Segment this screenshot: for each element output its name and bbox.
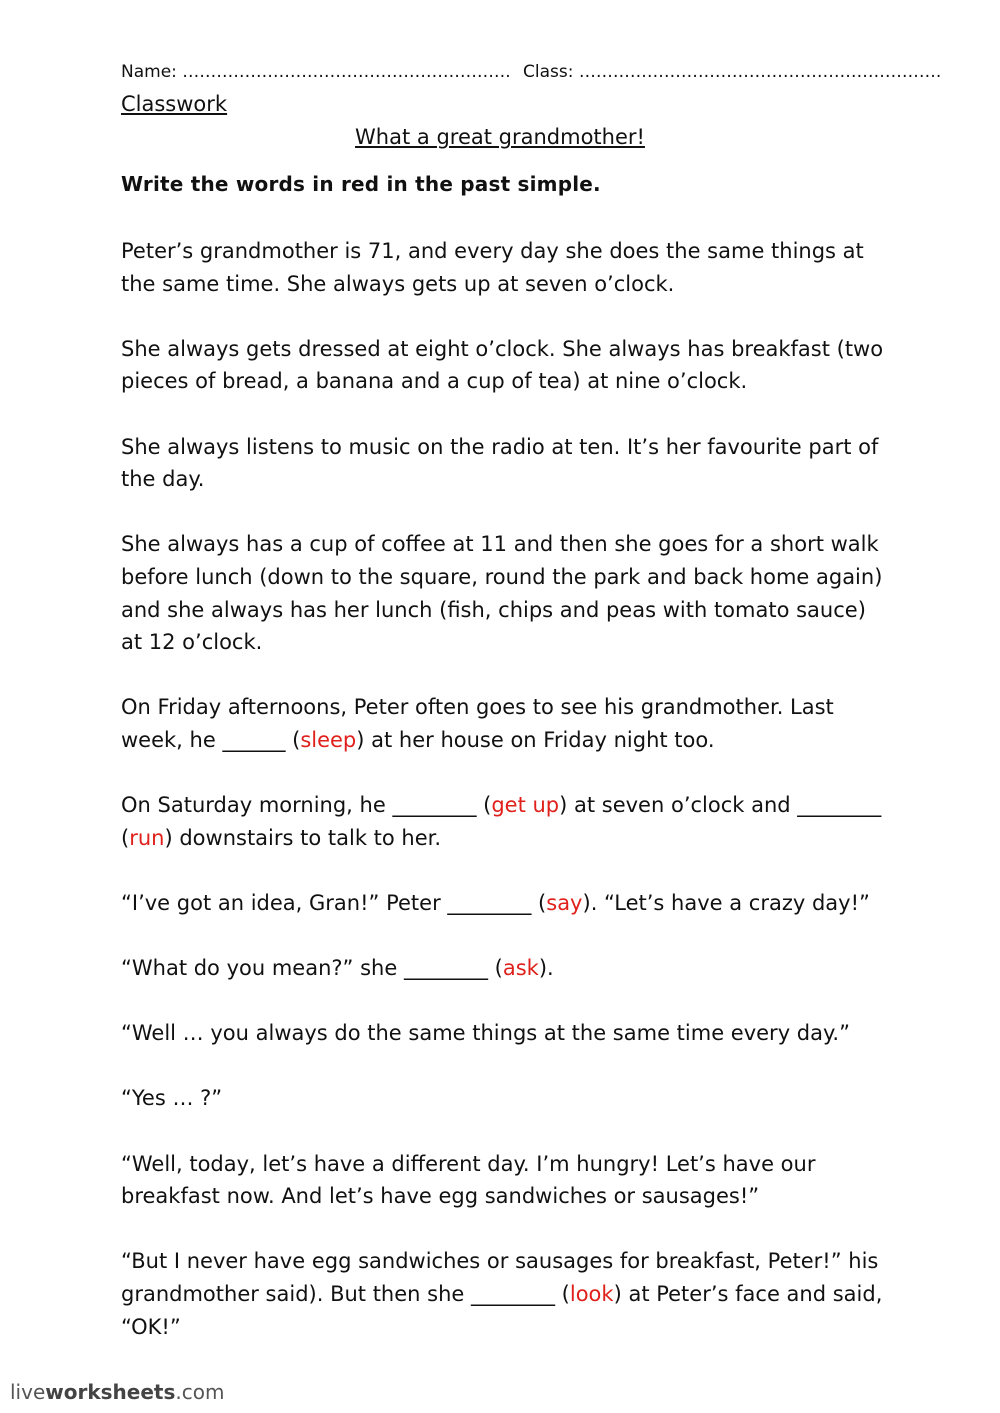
text: (: [531, 890, 547, 915]
verb-say: say: [546, 890, 583, 915]
answer-blank-sleep[interactable]: ______: [222, 727, 286, 752]
text: “I’ve got an idea, Gran!” Peter: [121, 890, 448, 915]
name-dots: ………………………………………………….: [176, 62, 511, 82]
paragraph-3: She always listens to music on the radio at ten. It’s her favourite part of the day.: [121, 434, 879, 492]
logo-brand: worksheets: [45, 1380, 176, 1404]
text: (: [121, 825, 130, 850]
section-label: Classwork: [121, 92, 228, 116]
page-title-text: What a great grandmother!: [355, 125, 645, 149]
answer-blank-look[interactable]: ________: [471, 1282, 555, 1306]
verb-sleep: sleep: [300, 727, 357, 752]
paragraph-4: She always has a cup of coffee at 11 and then she goes for a short walk before lunch (down to the square, round the park and back home again) and she always has her lunch (fish, chips and peas with tomato sauce) at 12 o’clock.: [121, 532, 883, 655]
name-field[interactable]: [121, 62, 511, 82]
verb-look: look: [569, 1282, 614, 1306]
answer-blank-say[interactable]: ________: [447, 890, 532, 915]
verb-get-up: get up: [491, 793, 560, 818]
paragraph-8: [121, 952, 891, 985]
class-dots: ……………………………………………………….: [573, 62, 942, 82]
paragraph-12: [121, 1245, 891, 1343]
paragraph-6: [121, 789, 891, 854]
text: On Friday afternoons, Peter often goes to see his grandmother. Last week, he: [121, 695, 834, 752]
paragraph-9: “Well … you always do the same things at the same time every day.”: [121, 1021, 850, 1046]
answer-blank-ask[interactable]: ________: [403, 956, 488, 981]
verb-run: run: [129, 825, 165, 850]
story: [121, 235, 891, 1376]
text: ).: [538, 956, 554, 981]
class-label: Class:: [523, 62, 574, 82]
text: ) at seven o’clock and: [559, 793, 798, 818]
paragraph-7: [121, 887, 891, 920]
text: (: [555, 1282, 570, 1306]
paragraph-10: “Yes … ?”: [121, 1086, 223, 1111]
text: “What do you mean?” she: [121, 956, 404, 981]
text: “But I never have egg sandwiches or sausages for breakfast, Peter!” his grandmother said). But then she: [121, 1249, 879, 1306]
verb-ask: ask: [502, 956, 539, 981]
liveworksheets-logo[interactable]: [10, 1380, 224, 1404]
text: On Saturday morning, he: [121, 793, 393, 818]
text: ) at her house on Friday night too.: [356, 727, 715, 752]
paragraph-2: She always gets dressed at eight o’clock. She always has breakfast (two pieces of bread, a banana and a cup of tea) at nine o’clock.: [121, 336, 884, 394]
name-label: Name:: [121, 62, 177, 82]
logo-suffix: .com: [175, 1380, 225, 1404]
text: ). “Let’s have a crazy day!”: [582, 890, 870, 915]
header-row: [121, 62, 942, 82]
paragraph-1: Peter’s grandmother is 71, and every day she does the same things at the same time. She always gets up at seven o’clock.: [121, 239, 864, 296]
class-field[interactable]: [523, 62, 941, 82]
answer-blank-run[interactable]: ________: [797, 793, 882, 818]
text: ) downstairs to talk to her.: [164, 825, 442, 850]
answer-blank-get-up[interactable]: ________: [392, 793, 477, 818]
text: ) at Peter’s face and said, “OK!”: [121, 1282, 883, 1339]
text: (: [487, 956, 503, 981]
page-title: [0, 125, 1000, 149]
text: (: [285, 727, 301, 752]
paragraph-11: “Well, today, let’s have a different day. I’m hungry! Let’s have our breakfast now. And let’s have egg sandwiches or sausages!”: [121, 1151, 816, 1209]
text: (: [476, 793, 492, 818]
instruction: Write the words in red in the past simple.: [121, 172, 601, 196]
logo-prefix: live: [10, 1380, 46, 1404]
paragraph-5: [121, 691, 891, 756]
